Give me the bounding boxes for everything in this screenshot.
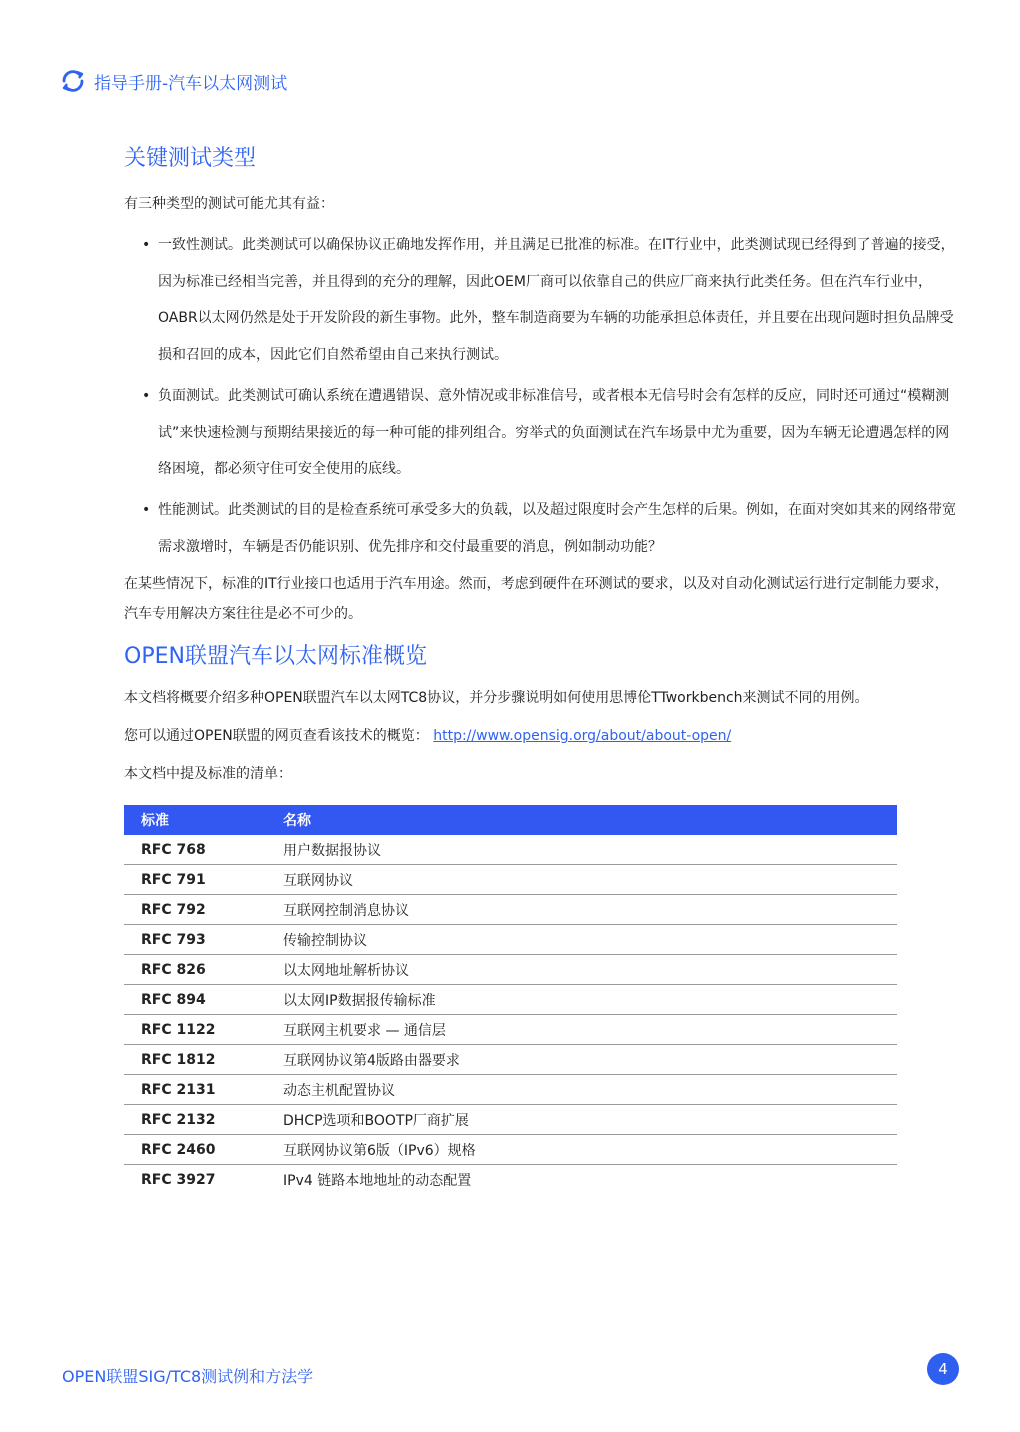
table-header-row bbox=[124, 805, 897, 835]
main-content bbox=[124, 143, 960, 1194]
name-cell: 传输控制协议 bbox=[283, 925, 897, 955]
link-paragraph bbox=[124, 721, 960, 751]
name-cell: 互联网控制消息协议 bbox=[283, 895, 897, 925]
standard-cell: RFC 2132 bbox=[124, 1105, 283, 1135]
section-heading-open-overview: OPEN联盟汽车以太网标准概览 bbox=[124, 644, 427, 670]
open-alliance-link[interactable]: http://www.opensig.org/about/about-open/ bbox=[433, 728, 732, 745]
standard-cell: RFC 793 bbox=[124, 925, 283, 955]
standard-cell: RFC 826 bbox=[124, 955, 283, 985]
standard-cell: RFC 3927 bbox=[141, 1171, 216, 1188]
section-heading-test-types: 关键测试类型 bbox=[124, 146, 257, 171]
standard-cell: RFC 768 bbox=[124, 835, 283, 865]
intro-paragraph: 有三种类型的测试可能尤其有益： bbox=[124, 196, 334, 212]
column-header-name: 名称 bbox=[283, 805, 897, 835]
table-row bbox=[124, 1165, 897, 1195]
name-cell: 用户数据报协议 bbox=[283, 835, 897, 865]
list-item-text: 一致性测试。此类测试可以确保协议正确地发挥作用，并且满足已批准的标准。在IT行业中，此类测试现已经得到了普遍的接受，因为标准已经相当完善，并且得到的充分的理解，因此OEM厂商可以依靠自己的供应厂商来执行此类任务。但在汽车行业中，OABR以太网仍然是处于开发阶段的新生事物。此外，整车制造商要为车辆的功能承担总体责任，并且要在出现问题时担负品牌受损和召回的成本，因此它们自然希望由自己来执行测试。 bbox=[158, 237, 955, 364]
sync-arrows-icon bbox=[60, 68, 86, 94]
name-cell: DHCP选项和BOOTP厂商扩展 bbox=[283, 1105, 897, 1135]
standard-cell: RFC 1122 bbox=[124, 1015, 283, 1045]
table-row bbox=[124, 895, 897, 925]
bullet-icon: • bbox=[142, 237, 151, 253]
name-cell: 互联网协议 bbox=[283, 865, 897, 895]
standard-cell: RFC 792 bbox=[124, 895, 283, 925]
standard-cell: RFC 1812 bbox=[124, 1045, 283, 1075]
name-cell: 互联网协议第4版路由器要求 bbox=[283, 1045, 897, 1075]
standards-table bbox=[124, 805, 897, 1194]
table-row bbox=[124, 1135, 897, 1165]
table-row bbox=[124, 1015, 897, 1045]
page-header bbox=[60, 66, 287, 96]
name-cell: 互联网主机要求 — 通信层 bbox=[283, 1015, 897, 1045]
page-footer: OPEN联盟SIG/TC8测试例和方法学 bbox=[62, 1367, 314, 1386]
list-item bbox=[124, 227, 960, 374]
link-prefix: 您可以通过OPEN联盟的网页查看该技术的概览： bbox=[124, 728, 429, 745]
closing-paragraph: 在某些情况下，标准的IT行业接口也适用于汽车用途。然而，考虑到硬件在环测试的要求，以及对自动化测试运行进行定制能力要求，汽车专用解决方案往往是必不可少的。 bbox=[124, 576, 949, 623]
name-cell: 以太网地址解析协议 bbox=[283, 955, 897, 985]
standard-cell: RFC 2460 bbox=[124, 1135, 283, 1165]
table-row bbox=[124, 865, 897, 895]
name-cell: 互联网协议第6版（IPv6）规格 bbox=[283, 1135, 897, 1165]
standard-cell: RFC 791 bbox=[124, 865, 283, 895]
list-item bbox=[124, 492, 960, 565]
table-row bbox=[124, 1075, 897, 1105]
page-number-badge: 4 bbox=[927, 1353, 959, 1385]
standard-cell: RFC 2131 bbox=[124, 1075, 283, 1105]
table-row bbox=[124, 985, 897, 1015]
table-row bbox=[124, 835, 897, 865]
name-cell: 以太网IP数据报传输标准 bbox=[283, 985, 897, 1015]
list-item bbox=[124, 378, 960, 488]
test-type-list bbox=[124, 227, 960, 565]
list-item-text: 负面测试。此类测试可确认系统在遭遇错误、意外情况或非标准信号，或者根本无信号时会有怎样的反应，同时还可通过“模糊测试”来快速检测与预期结果接近的每一种可能的排列组合。穷举式的负面测试在汽车场景中尤为重要，因为车辆无论遭遇怎样的网络困境，都必须守住可安全使用的底线。 bbox=[158, 387, 950, 478]
table-row bbox=[124, 1045, 897, 1075]
list-item-text: 性能测试。此类测试的目的是检查系统可承受多大的负载，以及超过限度时会产生怎样的后果。例如，在面对突如其来的网络带宽需求激增时，车辆是否仍能识别、优先排序和交付最重要的消息，例如制动功能？ bbox=[158, 501, 956, 555]
standard-cell: RFC 894 bbox=[124, 985, 283, 1015]
name-cell: IPv4 链路本地地址的动态配置 bbox=[283, 1172, 472, 1189]
column-header-standard: 标准 bbox=[124, 805, 283, 835]
table-row bbox=[124, 1105, 897, 1135]
table-row bbox=[124, 925, 897, 955]
table-row bbox=[124, 955, 897, 985]
overview-paragraph: 本文档将概要介绍多种OPEN联盟汽车以太网TC8协议，并分步骤说明如何使用思博伦TTworkbench来测试不同的用例。 bbox=[124, 690, 869, 707]
header-title: 指导手册-汽车以太网测试 bbox=[94, 73, 288, 94]
bullet-icon: • bbox=[142, 501, 151, 518]
name-cell: 动态主机配置协议 bbox=[283, 1075, 897, 1105]
bullet-icon: • bbox=[142, 387, 151, 404]
standards-list-caption: 本文档中提及标准的清单： bbox=[124, 766, 292, 783]
